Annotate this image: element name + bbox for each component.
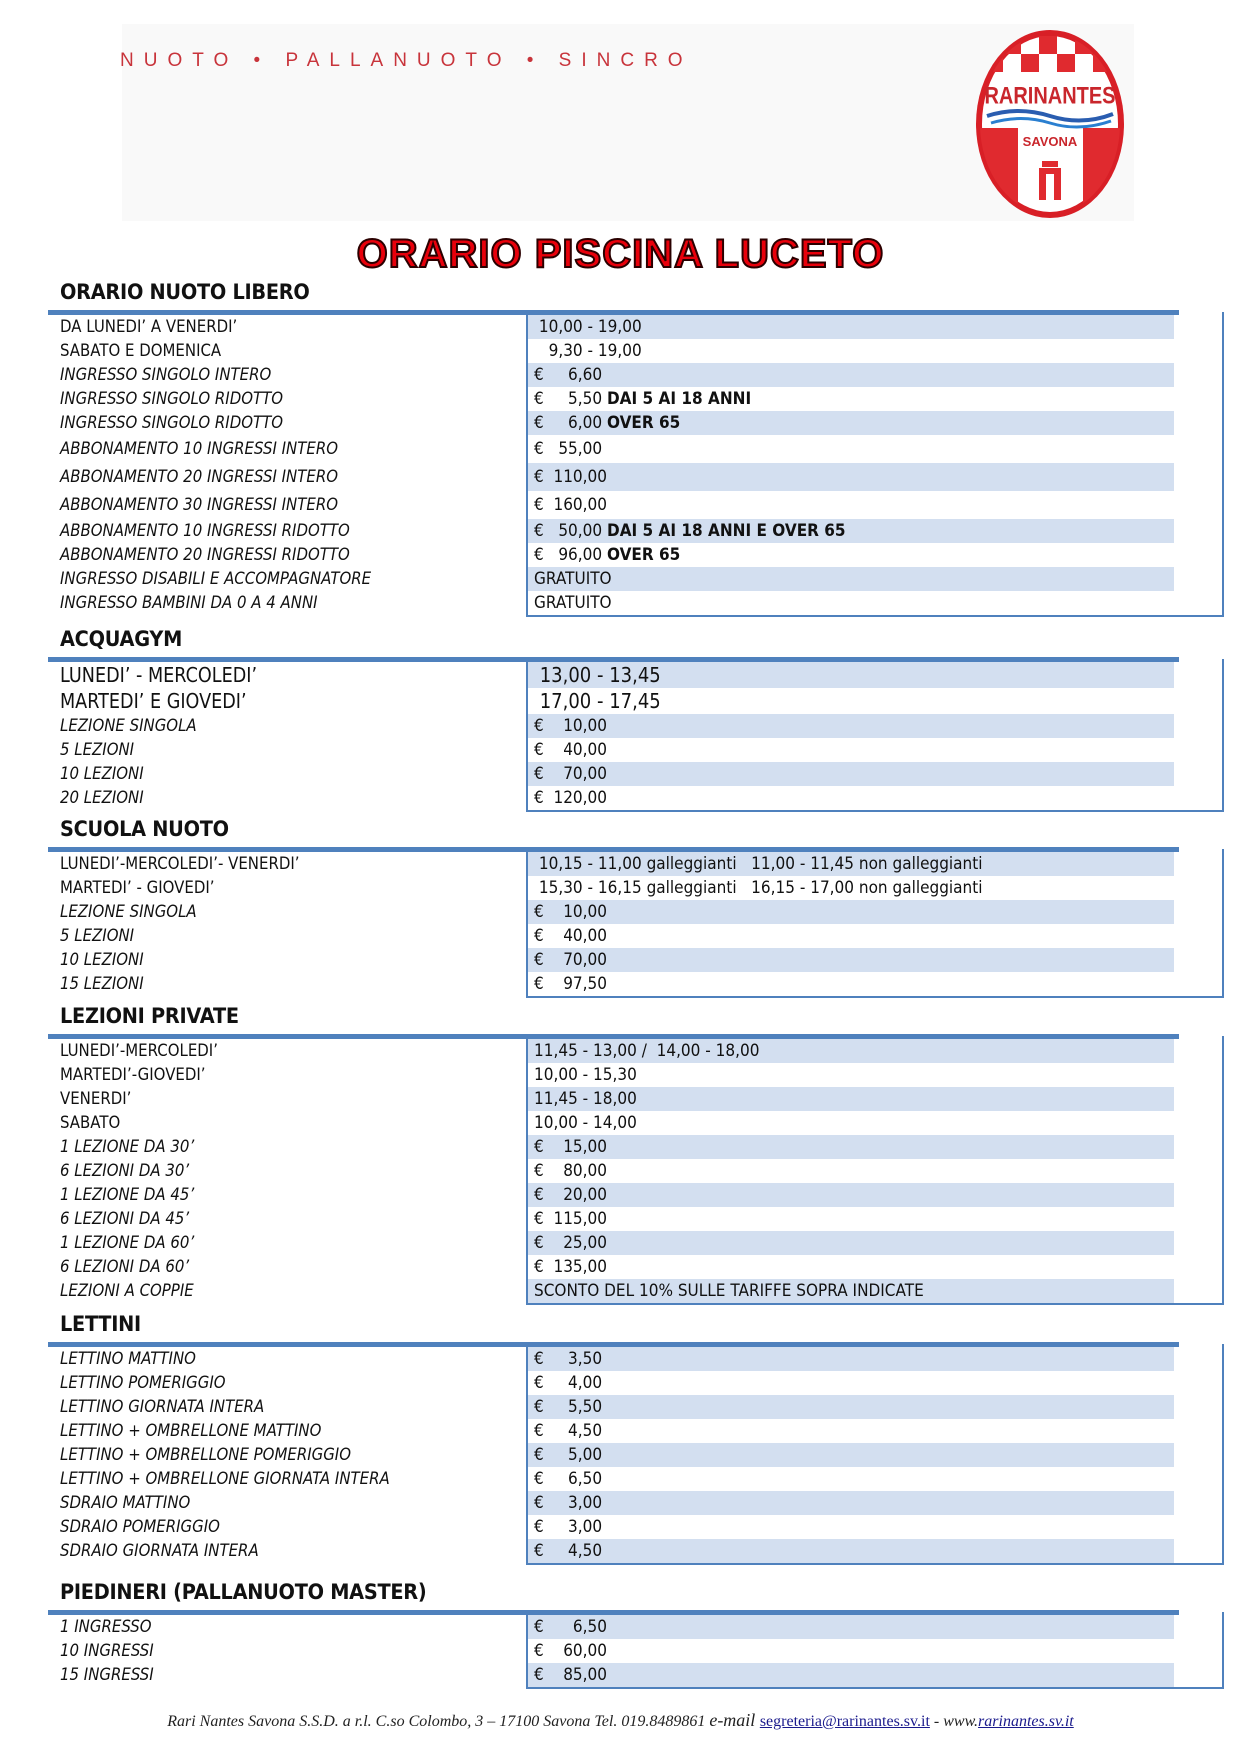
row-label: 10 INGRESSI	[60, 1641, 154, 1661]
price-value: € 4,50	[534, 1421, 603, 1441]
price-value: € 3,00	[534, 1493, 603, 1513]
row-label: SABATO E DOMENICA	[60, 341, 222, 361]
price-value: € 97,50	[534, 974, 607, 994]
price-value: € 50,00	[534, 521, 607, 541]
row-label: LETTINO MATTINO	[60, 1349, 196, 1369]
row-label: ABBONAMENTO 20 INGRESSI INTERO	[60, 467, 339, 487]
email-link[interactable]: segreteria@rarinantes.sv.it	[759, 1713, 930, 1730]
row-label: LEZIONE SINGOLA	[60, 902, 197, 922]
price-value: € 20,00	[534, 1185, 607, 1205]
row-label: INGRESSO SINGOLO INTERO	[60, 365, 272, 385]
price-value: € 60,00	[534, 1641, 607, 1661]
price-value: € 4,00	[534, 1373, 603, 1393]
price-value: GRATUITO	[534, 593, 612, 613]
price-value: € 110,00	[534, 467, 607, 487]
row-label: 10 LEZIONI	[60, 764, 144, 784]
row-label: INGRESSO SINGOLO RIDOTTO	[60, 389, 284, 409]
price-value: € 40,00	[534, 740, 607, 760]
price-value: € 3,50	[534, 1349, 603, 1369]
price-value: 11,45 - 18,00	[534, 1089, 637, 1109]
footer	[0, 1710, 1241, 1731]
row-label: LETTINO + OMBRELLONE GIORNATA INTERA	[60, 1469, 390, 1489]
value-column-frame	[526, 659, 1224, 812]
price-value: 10,00 - 14,00	[534, 1113, 637, 1133]
row-label: ABBONAMENTO 10 INGRESSI RIDOTTO	[60, 521, 350, 541]
price-value: € 115,00	[534, 1209, 607, 1229]
row-label: SDRAIO MATTINO	[60, 1493, 191, 1513]
row-label: LUNEDI’ - MERCOLEDI’	[60, 663, 258, 687]
row-label: LUNEDI’-MERCOLEDI’- VENERDI’	[60, 854, 300, 874]
value-column-frame	[526, 849, 1224, 998]
price-value: GRATUITO	[534, 569, 612, 589]
row-label: ABBONAMENTO 30 INGRESSI INTERO	[60, 495, 339, 515]
row-label: VENERDI’	[60, 1089, 132, 1109]
price-value: € 80,00	[534, 1161, 607, 1181]
section-title: LETTINI	[60, 1312, 141, 1336]
price-value: € 6,60	[534, 365, 603, 385]
value-column-frame	[526, 1036, 1224, 1305]
price-value: € 5,00	[534, 1445, 603, 1465]
row-label: 6 LEZIONI DA 45’	[60, 1209, 190, 1229]
row-label: 15 INGRESSI	[60, 1665, 154, 1685]
price-value: € 15,00	[534, 1137, 607, 1157]
footer-address: Rari Nantes Savona S.S.D. a r.l. C.so Colombo, 3 – 17100 Savona Tel. 019.8489861	[167, 1713, 710, 1730]
value-column-frame	[526, 312, 1224, 617]
section-title: SCUOLA NUOTO	[60, 817, 229, 841]
price-value: € 70,00	[534, 950, 607, 970]
row-label: 20 LEZIONI	[60, 788, 144, 808]
section-title: ORARIO NUOTO LIBERO	[60, 280, 310, 304]
price-note: DAI 5 AI 18 ANNI E OVER 65	[606, 521, 846, 541]
row-label: 5 LEZIONI	[60, 740, 135, 760]
row-label: LETTINO + OMBRELLONE MATTINO	[60, 1421, 322, 1441]
row-label: 6 LEZIONI DA 30’	[60, 1161, 190, 1181]
row-label: MARTEDI’-GIOVEDI’	[60, 1065, 206, 1085]
price-value: 15,30 - 16,15 galleggianti 16,15 - 17,00 non galleggianti	[534, 878, 983, 898]
value-column-frame	[526, 1344, 1224, 1565]
row-label: LEZIONE SINGOLA	[60, 716, 197, 736]
price-value: € 3,00	[534, 1517, 603, 1537]
price-note: OVER 65	[606, 545, 681, 565]
price-value: € 96,00	[534, 545, 607, 565]
price-value: € 55,00	[534, 439, 603, 459]
price-value: € 40,00	[534, 926, 607, 946]
price-value: € 70,00	[534, 764, 607, 784]
section-title: ACQUAGYM	[60, 627, 183, 651]
price-value: 9,30 - 19,00	[534, 341, 642, 361]
section-title: LEZIONI PRIVATE	[60, 1004, 239, 1028]
price-value: € 6,00	[534, 413, 607, 433]
price-value: € 10,00	[534, 716, 607, 736]
price-value: € 120,00	[534, 788, 607, 808]
row-label: 1 LEZIONE DA 45’	[60, 1185, 195, 1205]
logo-city: SAVONA	[1022, 134, 1078, 149]
row-label: 15 LEZIONI	[60, 974, 144, 994]
row-label: 5 LEZIONI	[60, 926, 135, 946]
row-label: INGRESSO SINGOLO RIDOTTO	[60, 413, 284, 433]
row-label: 1 INGRESSO	[60, 1617, 152, 1637]
row-label: 10 LEZIONI	[60, 950, 144, 970]
price-value: SCONTO DEL 10% SULLE TARIFFE SOPRA INDICATE	[534, 1281, 924, 1301]
footer-email-label: e-mail	[709, 1710, 760, 1730]
page-title: ORARIO PISCINA LUCETO	[356, 232, 885, 276]
row-label: 1 LEZIONE DA 30’	[60, 1137, 195, 1157]
price-value: € 4,50	[534, 1541, 603, 1561]
price-value: € 6,50	[534, 1617, 607, 1637]
row-label: SDRAIO POMERIGGIO	[60, 1517, 220, 1537]
row-label: LETTINO + OMBRELLONE POMERIGGIO	[60, 1445, 352, 1465]
row-label: INGRESSO BAMBINI DA 0 A 4 ANNI	[60, 593, 318, 613]
row-label: SDRAIO GIORNATA INTERA	[60, 1541, 259, 1561]
price-value: 13,00 - 13,45	[534, 663, 661, 687]
row-label: MARTEDI’ - GIOVEDI’	[60, 878, 215, 898]
price-value: € 135,00	[534, 1257, 607, 1277]
crest-icon	[1039, 161, 1061, 200]
value-column-frame	[526, 1612, 1224, 1689]
price-value: € 6,50	[534, 1469, 603, 1489]
tagline: NUOTO • PALLANUOTO • SINCRO	[120, 50, 693, 71]
price-value: 17,00 - 17,45	[534, 689, 661, 713]
row-label: INGRESSO DISABILI E ACCOMPAGNATORE	[60, 569, 372, 589]
footer-separator: - www.	[929, 1713, 979, 1730]
row-label: ABBONAMENTO 10 INGRESSI INTERO	[60, 439, 339, 459]
price-note: OVER 65	[606, 413, 681, 433]
price-value: 10,00 - 15,30	[534, 1065, 637, 1085]
row-label: LETTINO POMERIGGIO	[60, 1373, 226, 1393]
row-label: LUNEDI’-MERCOLEDI’	[60, 1041, 218, 1061]
price-value: € 10,00	[534, 902, 607, 922]
price-value: € 25,00	[534, 1233, 607, 1253]
price-value: € 5,50	[534, 389, 607, 409]
row-label: DA LUNEDI’ A VENERDI’	[60, 317, 238, 337]
website-link[interactable]: rarinantes.sv.it	[978, 1713, 1074, 1730]
row-label: LEZIONI A COPPIE	[60, 1281, 194, 1301]
rarinantes-logo	[973, 28, 1128, 220]
section-title: PIEDINERI (PALLANUOTO MASTER)	[60, 1580, 427, 1604]
row-label: 6 LEZIONI DA 60’	[60, 1257, 190, 1277]
price-value: 10,00 - 19,00	[534, 317, 642, 337]
logo-name: RARINANTES	[984, 81, 1116, 110]
price-value: € 5,50	[534, 1397, 603, 1417]
row-label: 1 LEZIONE DA 60’	[60, 1233, 195, 1253]
row-label: LETTINO GIORNATA INTERA	[60, 1397, 265, 1417]
price-value: € 160,00	[534, 495, 607, 515]
price-note: DAI 5 AI 18 ANNI	[606, 389, 752, 409]
price-value: € 85,00	[534, 1665, 607, 1685]
row-label: SABATO	[60, 1113, 121, 1133]
price-value: 10,15 - 11,00 galleggianti 11,00 - 11,45 non galleggianti	[534, 854, 983, 874]
row-label: MARTEDI’ E GIOVEDI’	[60, 689, 247, 713]
row-label: ABBONAMENTO 20 INGRESSI RIDOTTO	[60, 545, 350, 565]
price-value: 11,45 - 13,00 / 14,00 - 18,00	[534, 1041, 760, 1061]
